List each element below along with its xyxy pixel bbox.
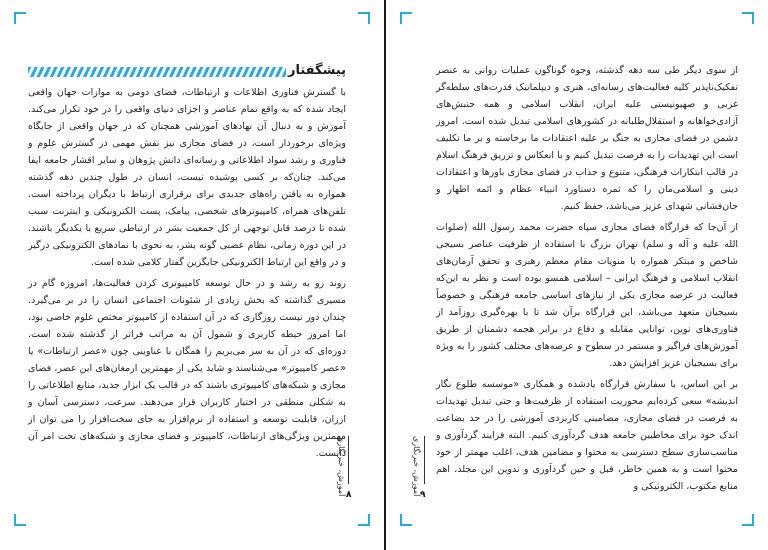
paragraph: از سوی دیگر طی سه دهه گذشته، وجوه گوناگون عملیات روانی به عنصر تفکیک‌ناپذیر کلیه فعالیت‌های رسانه‌ای، هنری و دیپلماتیک قدرت‌های سلطه‌گر غربی و صهیونیستی علیه ایران، انقلاب اسلامی و همه جنبش‌های آزادی‌خواهانه و استقلال‌طلبانه در کشورهای اسلامی تبدیل شده است. امروز دشمن در فضای مجازی به جنگ بر علیه اعتقادات ما برخاسته و بر ما تکلیف است این تهدیدات را به فرصت تبدیل کنیم و با انعکاس و تزریق فرهنگ اسلام در قالب ابتکارات فرهنگی، متنوع و جذاب در فضای مجازی باورها و اعتقادات دینی و اسلامی‌مان را که ثمره دستاورد انبیاء عظام و ائمه اطهار و جان‌فشانی شهدای عزیز می‌باشد، حفظ کنیم. (436, 65, 738, 212)
crop-mark (400, 12, 412, 24)
crop-mark (742, 12, 754, 24)
paragraph: روند رو به رشد و در حال توسعه کامپیوتری کردن فعالیت‌ها، امروزه گام در مسیری گذاشته که بخش زیادی از شئونات اجتماعی انسان را در بر می‌گیرد. چندان دور نیست روزگاری که در آن استفاده از کامپیوتر مختص علوم خاصی بود، اما امروز حیطه کاربری و شمول آن به مراتب فراتر از گذشته شده است. دوره‌ای که در آن به سر می‌بریم را همگان با عناوینی چون «عصر ارتباطات» یا «عصر کامپیوتر» می‌شناسند و شاید یکی از مهمترین ارمغان‌های این عصر، فضای مجازی و شبکه‌های کامپیوتری باشند که در قالب یک ابزار جدید، منابع اطلاعاتی را به شکلی منطقی در اختیار کاربران قرار می‌دهند. سرعت، دسترسی آسان و ارزان، قابلیت توسعه و استفاده از نرم‌افزار به جای سخت‌افزار را می توان از مهمترین ویژگی‌های ارتباطات، کامپیوتر و فضای مجازی و شبکه‌های تحت امر آن دانست. (28, 278, 346, 459)
heading-decoration-stripes (28, 67, 286, 77)
folio-rule (348, 436, 349, 484)
crop-mark (742, 514, 754, 526)
left-body-text (28, 84, 346, 462)
page-number: ۸ (346, 490, 352, 500)
crop-mark (358, 514, 370, 526)
crop-mark (14, 514, 26, 526)
paragraph: با گسترش فناوری اطلاعات و ارتباطات، فضای دومی به موازات جهان واقعی ایجاد شده که به واقع تمام عناصر و اجزای دنیای واقعی را در خود تکرار می‌کند. آموزش و به دنبال آن نهادهای آموزشی همچنان که در جهان واقعی از جایگاه ویژه‌ای برخوردار است، در فضای مجازی نیز نقش مهمی در گسترش علوم و فناوری و رشد سواد اطلاعاتی و رسانه‌ای دانش پژوهان و سایر اقشار جامعه ایفا می‌کند. چنان‌که بر کسی پوشیده نیست، انسان در طول چندین دهه گذشته همواره به یافتن راه‌های جدیدی برای برقراری ارتباط با دیگران پرداخته است. تلفن‌های همراه، کامپیوترهای شخصی، پیامک، پست الکترونیکی و اینترنت سبب شده تا درصد قابل توجهی از کل جمعیت بشر در ارتباطی سریع با یکدیگر باشند. در این دوره زمانی، نظام عصبی گونه بشر، به نحوی با نمادهای الکترونیکی درگیر و در واقع این ارتباط الکترونیکی جایگزین گفتار کلامی شده است. (28, 87, 346, 268)
folio-rule (424, 436, 425, 484)
right-page (386, 0, 768, 550)
page-number: ۹ (420, 490, 426, 500)
crop-mark (400, 514, 412, 526)
paragraph: بر این اساس، با سفارش قرارگاه یادشده و همکاری «موسسه طلوع نگار اندیشه» سعی کرده‌ایم محوریت استفاده از ظرفیت‌ها و حتی تبدیل تهدیدات به فرصت در فضای مجازی، مضامینی کاربردی آموزشی را در حد بضاعت اندک خود برای مخاطبین جامعه هدف گردآوری کنیم. البته فرایند گردآوری و مناسب‌سازی سطح دسترسی به محتوا و مضامین هدف، اغلب مهمتر از خود محتوا است و به همین خاطر، قبل و حین گردآوری و تدوین این مجلد، اهم منابع مکتوب، الکترونیکی و (436, 379, 738, 492)
section-heading (28, 64, 346, 80)
right-body-text (436, 62, 738, 495)
running-title: آموزش، خبرنگاری (412, 436, 421, 497)
crop-mark (14, 12, 26, 24)
running-title: آموزش، خبرنگاری (337, 436, 346, 497)
paragraph: از آن‌جا که قرارگاه فضای مجازی سپاه حضرت محمد رسول الله (صلوات الله علیه و آله و سلم) تهران بزرگ با استفاده از ظرفیت عناصر بسیجی شاخص و مبتکر همواره با منویات مقام معظم رهبری و تحقق آرمان‌های انقلاب اسلامی و فرهنگ ایرانی – اسلامی همسو بوده است و نظر به این‌که فعالیت در عرصه مجازی یکی از نیازهای اساسی جامعه فرهنگی و خصوصاً بسیجیان متعهد می‌باشد، این قرارگاه برآن شد تا با بهره‌گیری روزآمد از فناوری‌های نوین، توانایی مقابله و دفاع در برابر هجمه دشمنان از طریق آموزش‌های فراگیر و مستمر در سطوح و عرصه‌های مختلف کشور را به ویژه برای بسیجیان عزیز افزایش دهد. (436, 222, 738, 369)
page-title: پیشگفتار (287, 63, 346, 78)
crop-mark (358, 12, 370, 24)
